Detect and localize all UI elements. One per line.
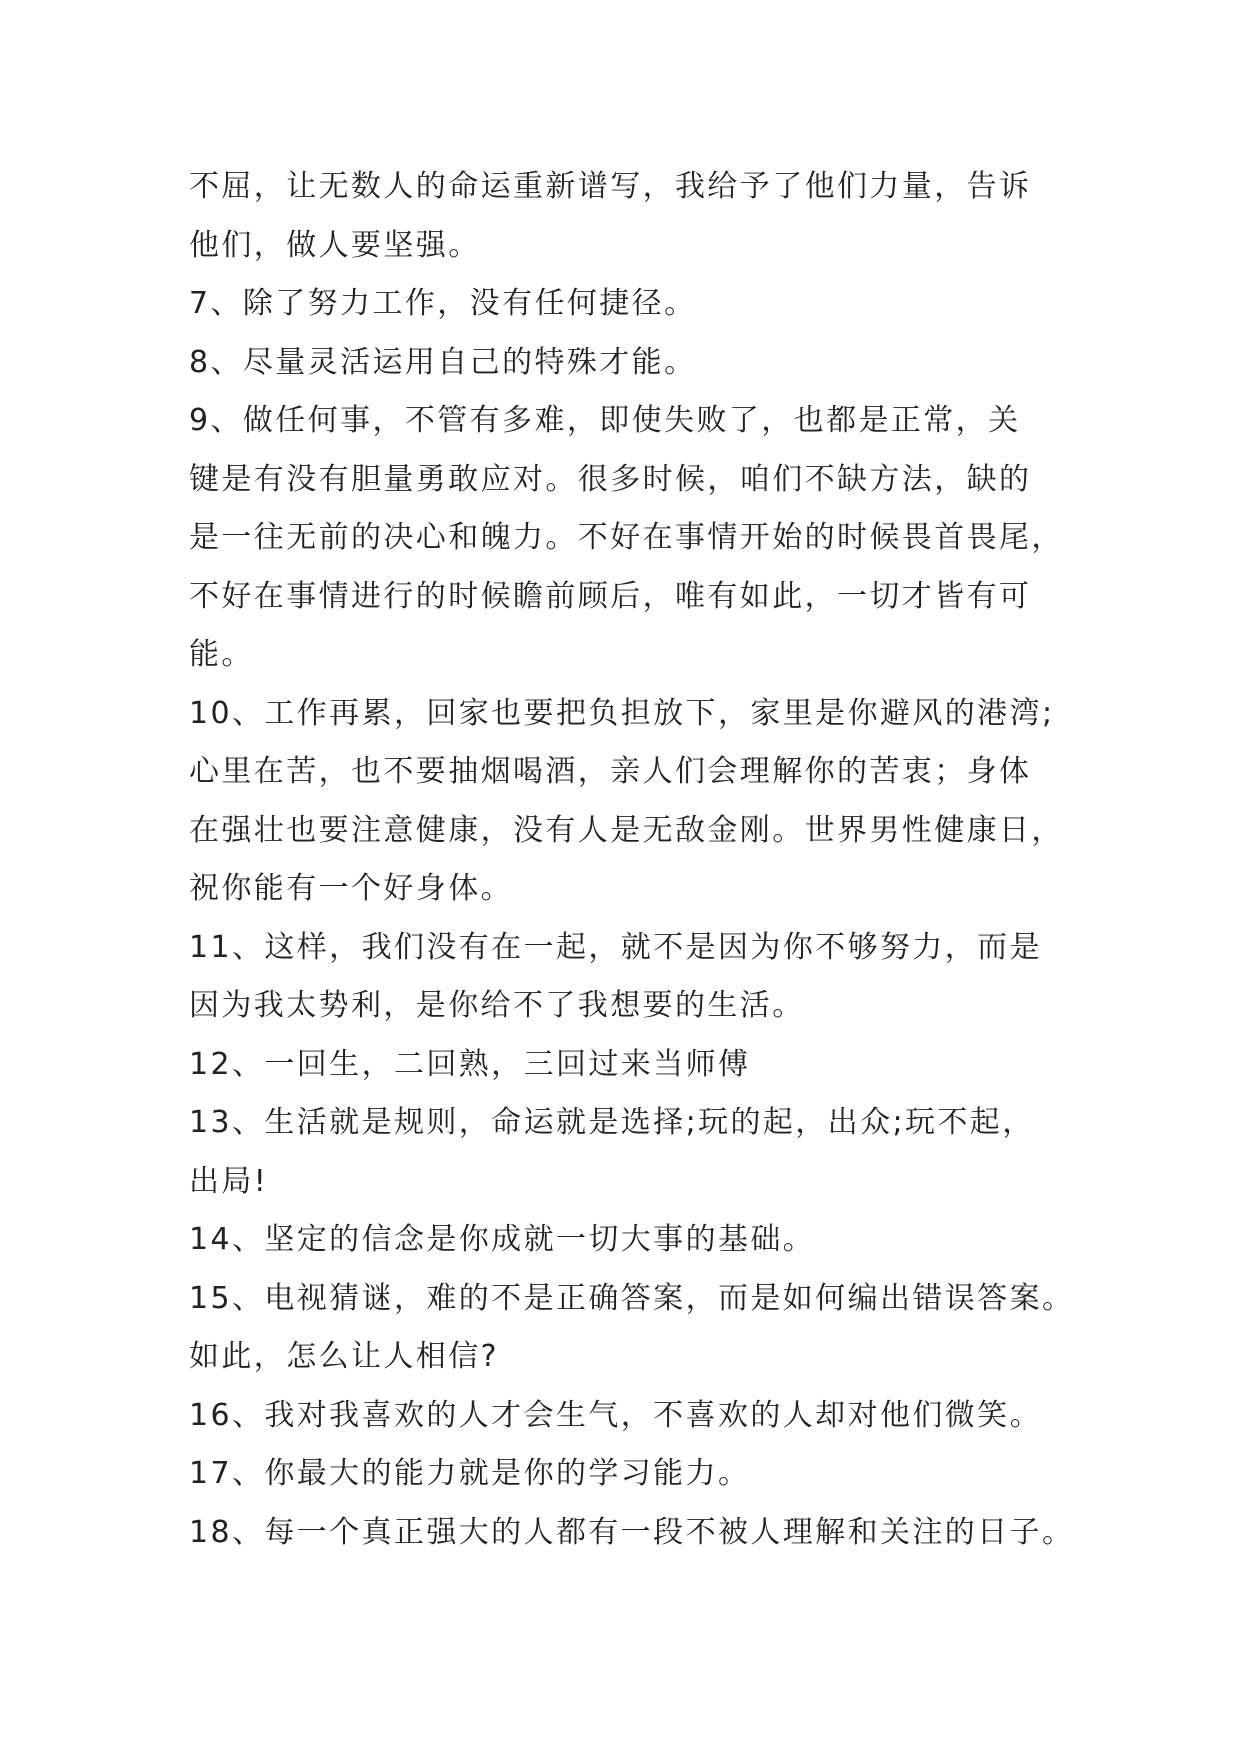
text-line: 8、尽量灵活运用自己的特殊才能。 [189, 344, 697, 380]
paragraph-15 [189, 1270, 1075, 1387]
text-line: 10、工作再累，回家也要把负担放下，家里是你避风的港湾; [189, 695, 1055, 731]
text-line: 祝你能有一个好身体。 [189, 871, 513, 906]
text-line: 在强壮也要注意健康，没有人是无敌金刚。世界男性健康日， [189, 812, 1064, 848]
text-line: 9、做任何事，不管有多难，即使失败了，也都是正常，关 [189, 403, 1021, 438]
text-line: 16、我对我喜欢的人才会生气，不喜欢的人却对他们微笑。 [189, 1397, 1042, 1433]
text-line: 如此，怎么让人相信? [189, 1339, 499, 1374]
text-line: 出局! [189, 1163, 269, 1199]
text-line: 11、这样，我们没有在一起，就不是因为你不够努力，而是 [189, 929, 1042, 965]
paragraph-17 [189, 1445, 1059, 1504]
text-line: 心里在苦，也不要抽烟喝酒，亲人们会理解你的苦衷；身体 [189, 754, 1032, 789]
paragraph-18 [189, 1504, 1075, 1563]
paragraph-7 [189, 275, 1059, 334]
paragraph-14 [189, 1211, 1059, 1270]
text-line: 是一往无前的决心和魄力。不好在事情开始的时候畏首畏尾， [189, 520, 1064, 555]
text-line: 12、一回生，二回熟，三回过来当师傅 [189, 1046, 751, 1082]
paragraph-16 [189, 1387, 1059, 1446]
text-line: 17、你最大的能力就是你的学习能力。 [189, 1456, 751, 1491]
paragraph-13 [189, 1094, 1059, 1211]
text-line: 不屈，让无数人的命运重新谱写，我给予了他们力量，告诉 [189, 169, 1032, 204]
text-line: 键是有没有胆量勇敢应对。很多时候，咱们不缺方法，缺的 [189, 461, 1032, 497]
paragraph-9 [189, 392, 1064, 685]
paragraph-11 [189, 919, 1059, 1036]
document-body [189, 158, 1075, 1562]
text-line: 14、坚定的信念是你成就一切大事的基础。 [189, 1222, 816, 1257]
text-line: 13、生活就是规则，命运就是选择;玩的起，出众;玩不起， [189, 1105, 1035, 1140]
text-line: 15、电视猜谜，难的不是正确答案，而是如何编出错误答案。 [189, 1280, 1075, 1316]
paragraph-8 [189, 334, 1059, 393]
text-line: 因为我太势利，是你给不了我想要的生活。 [189, 988, 805, 1023]
text-line: 不好在事情进行的时候瞻前顾后，唯有如此，一切才皆有可 [189, 578, 1032, 614]
text-line: 能。 [189, 637, 254, 672]
text-line: 他们，做人要坚强。 [189, 227, 481, 263]
paragraph-12 [189, 1036, 1059, 1095]
text-line: 18、每一个真正强大的人都有一段不被人理解和关注的日子。 [189, 1514, 1075, 1550]
paragraph-6-continuation [189, 158, 1059, 275]
paragraph-10 [189, 685, 1064, 919]
text-line: 7、除了努力工作，没有任何捷径。 [189, 286, 697, 321]
